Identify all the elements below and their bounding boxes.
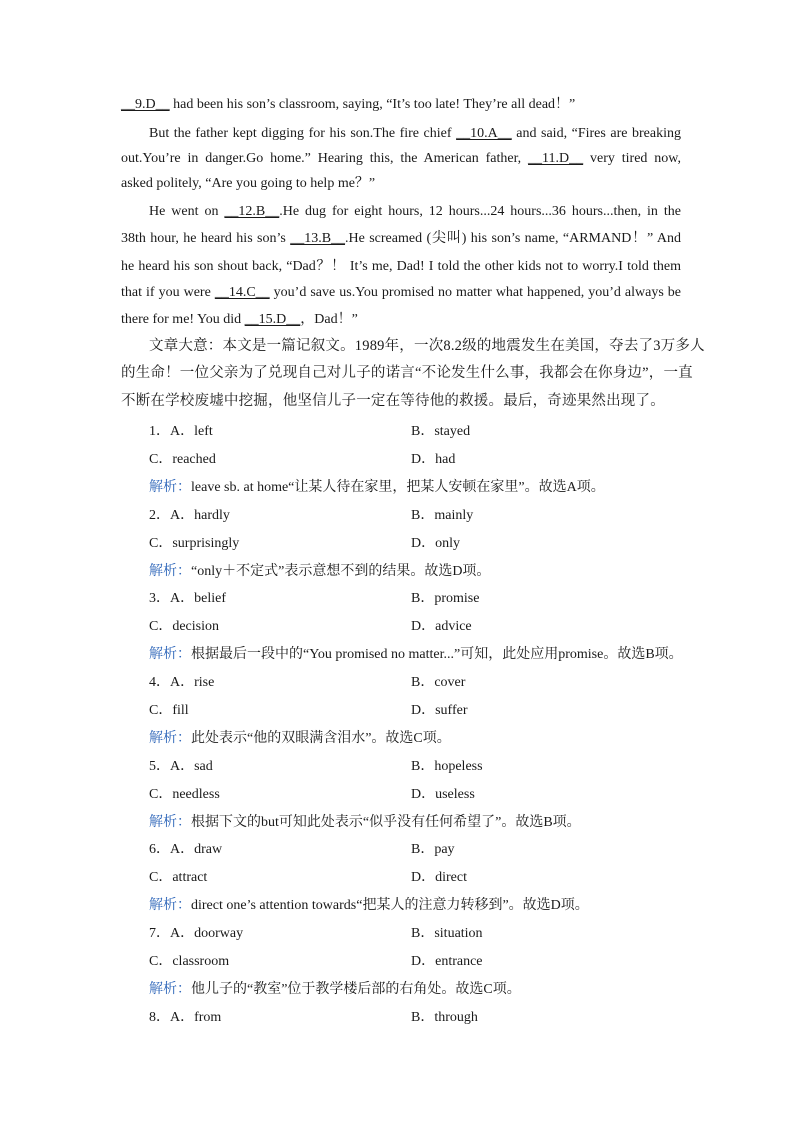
explanation-tag: 解析：	[149, 564, 191, 579]
explanation-text: direct one’s attention towards“把某人的注意力转移到”。故选D项。	[191, 898, 589, 913]
passage-line-6	[121, 230, 681, 248]
explanation-tag: 解析：	[149, 982, 191, 997]
option-1d: D．had	[411, 452, 456, 467]
option-2d: D．only	[411, 536, 460, 551]
option-8b: B．through	[411, 1010, 478, 1025]
summary-line-3: 不断在学校废墟中挖掘，他坚信儿子一定在等待他的救援。最后，奇迹果然出现了。	[121, 393, 665, 409]
passage-line-3	[121, 150, 681, 168]
explanation-text: 根据下文的but可知此处表示“似乎没有任何希望了”。故选B项。	[191, 815, 581, 830]
passage-line-9	[121, 311, 681, 329]
option-6b: B．pay	[411, 842, 455, 857]
summary-line-2: 的生命！一位父亲为了兑现自己对儿子的诺言“不论发生什么事，我都会在你身边”，一直	[121, 365, 693, 381]
passage-text: He went on	[149, 204, 225, 219]
option-7c: C．classroom	[149, 954, 230, 969]
passage-line-1	[121, 96, 681, 114]
option-1b: B．stayed	[411, 424, 471, 439]
option-1c: C．reached	[149, 452, 216, 467]
explanation-1	[149, 479, 605, 497]
explanation-text: 此处表示“他的双眼满含泪水”。故选C项。	[191, 731, 451, 746]
passage-text: you’d save us.You promised no matter what happened, you’d always be	[269, 285, 681, 300]
explanation-7	[149, 981, 521, 999]
passage-text: and said, “Fires are breaking	[511, 126, 681, 141]
explanation-tag: 解析：	[149, 480, 191, 495]
option-2a: 2．A．hardly	[149, 508, 230, 523]
option-4b: B．cover	[411, 675, 466, 690]
option-5a: 5．A．sad	[149, 759, 213, 774]
answer-blank-13: __13.B__	[290, 231, 346, 246]
passage-text: .He dug for eight hours, 12 hours...24 hours...36 hours...then, in the	[279, 204, 681, 219]
passage-line-7: he heard his son shout back, “Dad？！ It’s me, Dad! I told the other kids not to worry.I told them	[121, 259, 681, 274]
explanation-tag: 解析：	[149, 898, 191, 913]
explanation-text: leave sb. at home“让某人待在家里，把某人安顿在家里”。故选A项。	[191, 480, 605, 495]
option-5c: C．needless	[149, 787, 220, 802]
option-5b: B．hopeless	[411, 759, 483, 774]
explanation-5	[149, 814, 581, 832]
passage-text: 38th hour, he heard his son’s	[121, 231, 291, 246]
answer-blank-14: __14.C__	[214, 285, 270, 300]
explanation-tag: 解析：	[149, 731, 191, 746]
explanation-6	[149, 897, 589, 915]
option-7a: 7．A．doorway	[149, 926, 244, 941]
passage-text: out.You’re in danger.Go home.” Hearing this, the American father,	[121, 151, 529, 166]
answer-blank-12: __12.B__	[224, 204, 280, 219]
explanation-2	[149, 563, 490, 581]
passage-line-5	[149, 203, 681, 221]
option-1a: 1．A．left	[149, 424, 213, 439]
passage-line-8	[121, 284, 681, 302]
explanation-text: “only＋不定式”表示意想不到的结果。故选D项。	[191, 564, 491, 579]
explanation-tag: 解析：	[149, 815, 191, 830]
answer-blank-15: __15.D__	[244, 312, 301, 327]
answer-blank-9: __9.D__	[121, 97, 170, 112]
answer-blank-11: __11.D__	[528, 151, 584, 166]
passage-text: had been his son’s classroom, saying, “It’s too late! They’re all dead！”	[169, 97, 576, 112]
answer-blank-10: __10.A__	[456, 126, 512, 141]
passage-text: ，Dad！”	[300, 312, 358, 327]
explanation-3	[149, 646, 683, 664]
passage-text: But the father kept digging for his son.The fire chief	[149, 126, 457, 141]
explanation-4	[149, 730, 451, 748]
explanation-tag: 解析：	[149, 647, 191, 662]
option-2b: B．mainly	[411, 508, 474, 523]
explanation-text: 根据最后一段中的“You promised no matter...”可知，此处应用promise。故选B项。	[191, 647, 683, 662]
passage-text: very tired now,	[583, 151, 681, 166]
summary-line-1: 文章大意：本文是一篇记叙文。1989年，一次8.2级的地震发生在美国，夺去了3万多人	[149, 338, 705, 354]
option-7d: D．entrance	[411, 954, 483, 969]
option-3b: B．promise	[411, 591, 480, 606]
option-3a: 3．A．belief	[149, 591, 226, 606]
option-8a: 8．A．from	[149, 1010, 222, 1025]
option-4d: D．suffer	[411, 703, 468, 718]
passage-text: .He screamed (尖叫) his son’s name, “ARMAND！” And	[345, 231, 681, 246]
option-3c: C．decision	[149, 619, 219, 634]
passage-line-2	[149, 125, 681, 143]
option-6c: C．attract	[149, 870, 208, 885]
option-2c: C．surprisingly	[149, 536, 240, 551]
option-7b: B．situation	[411, 926, 483, 941]
passage-text: there for me! You did	[121, 312, 245, 327]
option-6d: D．direct	[411, 870, 467, 885]
explanation-text: 他儿子的“教室”位于教学楼后部的右角处。故选C项。	[191, 982, 521, 997]
option-5d: D．useless	[411, 787, 475, 802]
passage-text: that if you were	[121, 285, 215, 300]
option-3d: D．advice	[411, 619, 472, 634]
passage-line-4: asked politely, “Are you going to help me？”	[121, 176, 376, 191]
option-6a: 6．A．draw	[149, 842, 223, 857]
option-4c: C．fill	[149, 703, 189, 718]
option-4a: 4．A．rise	[149, 675, 215, 690]
